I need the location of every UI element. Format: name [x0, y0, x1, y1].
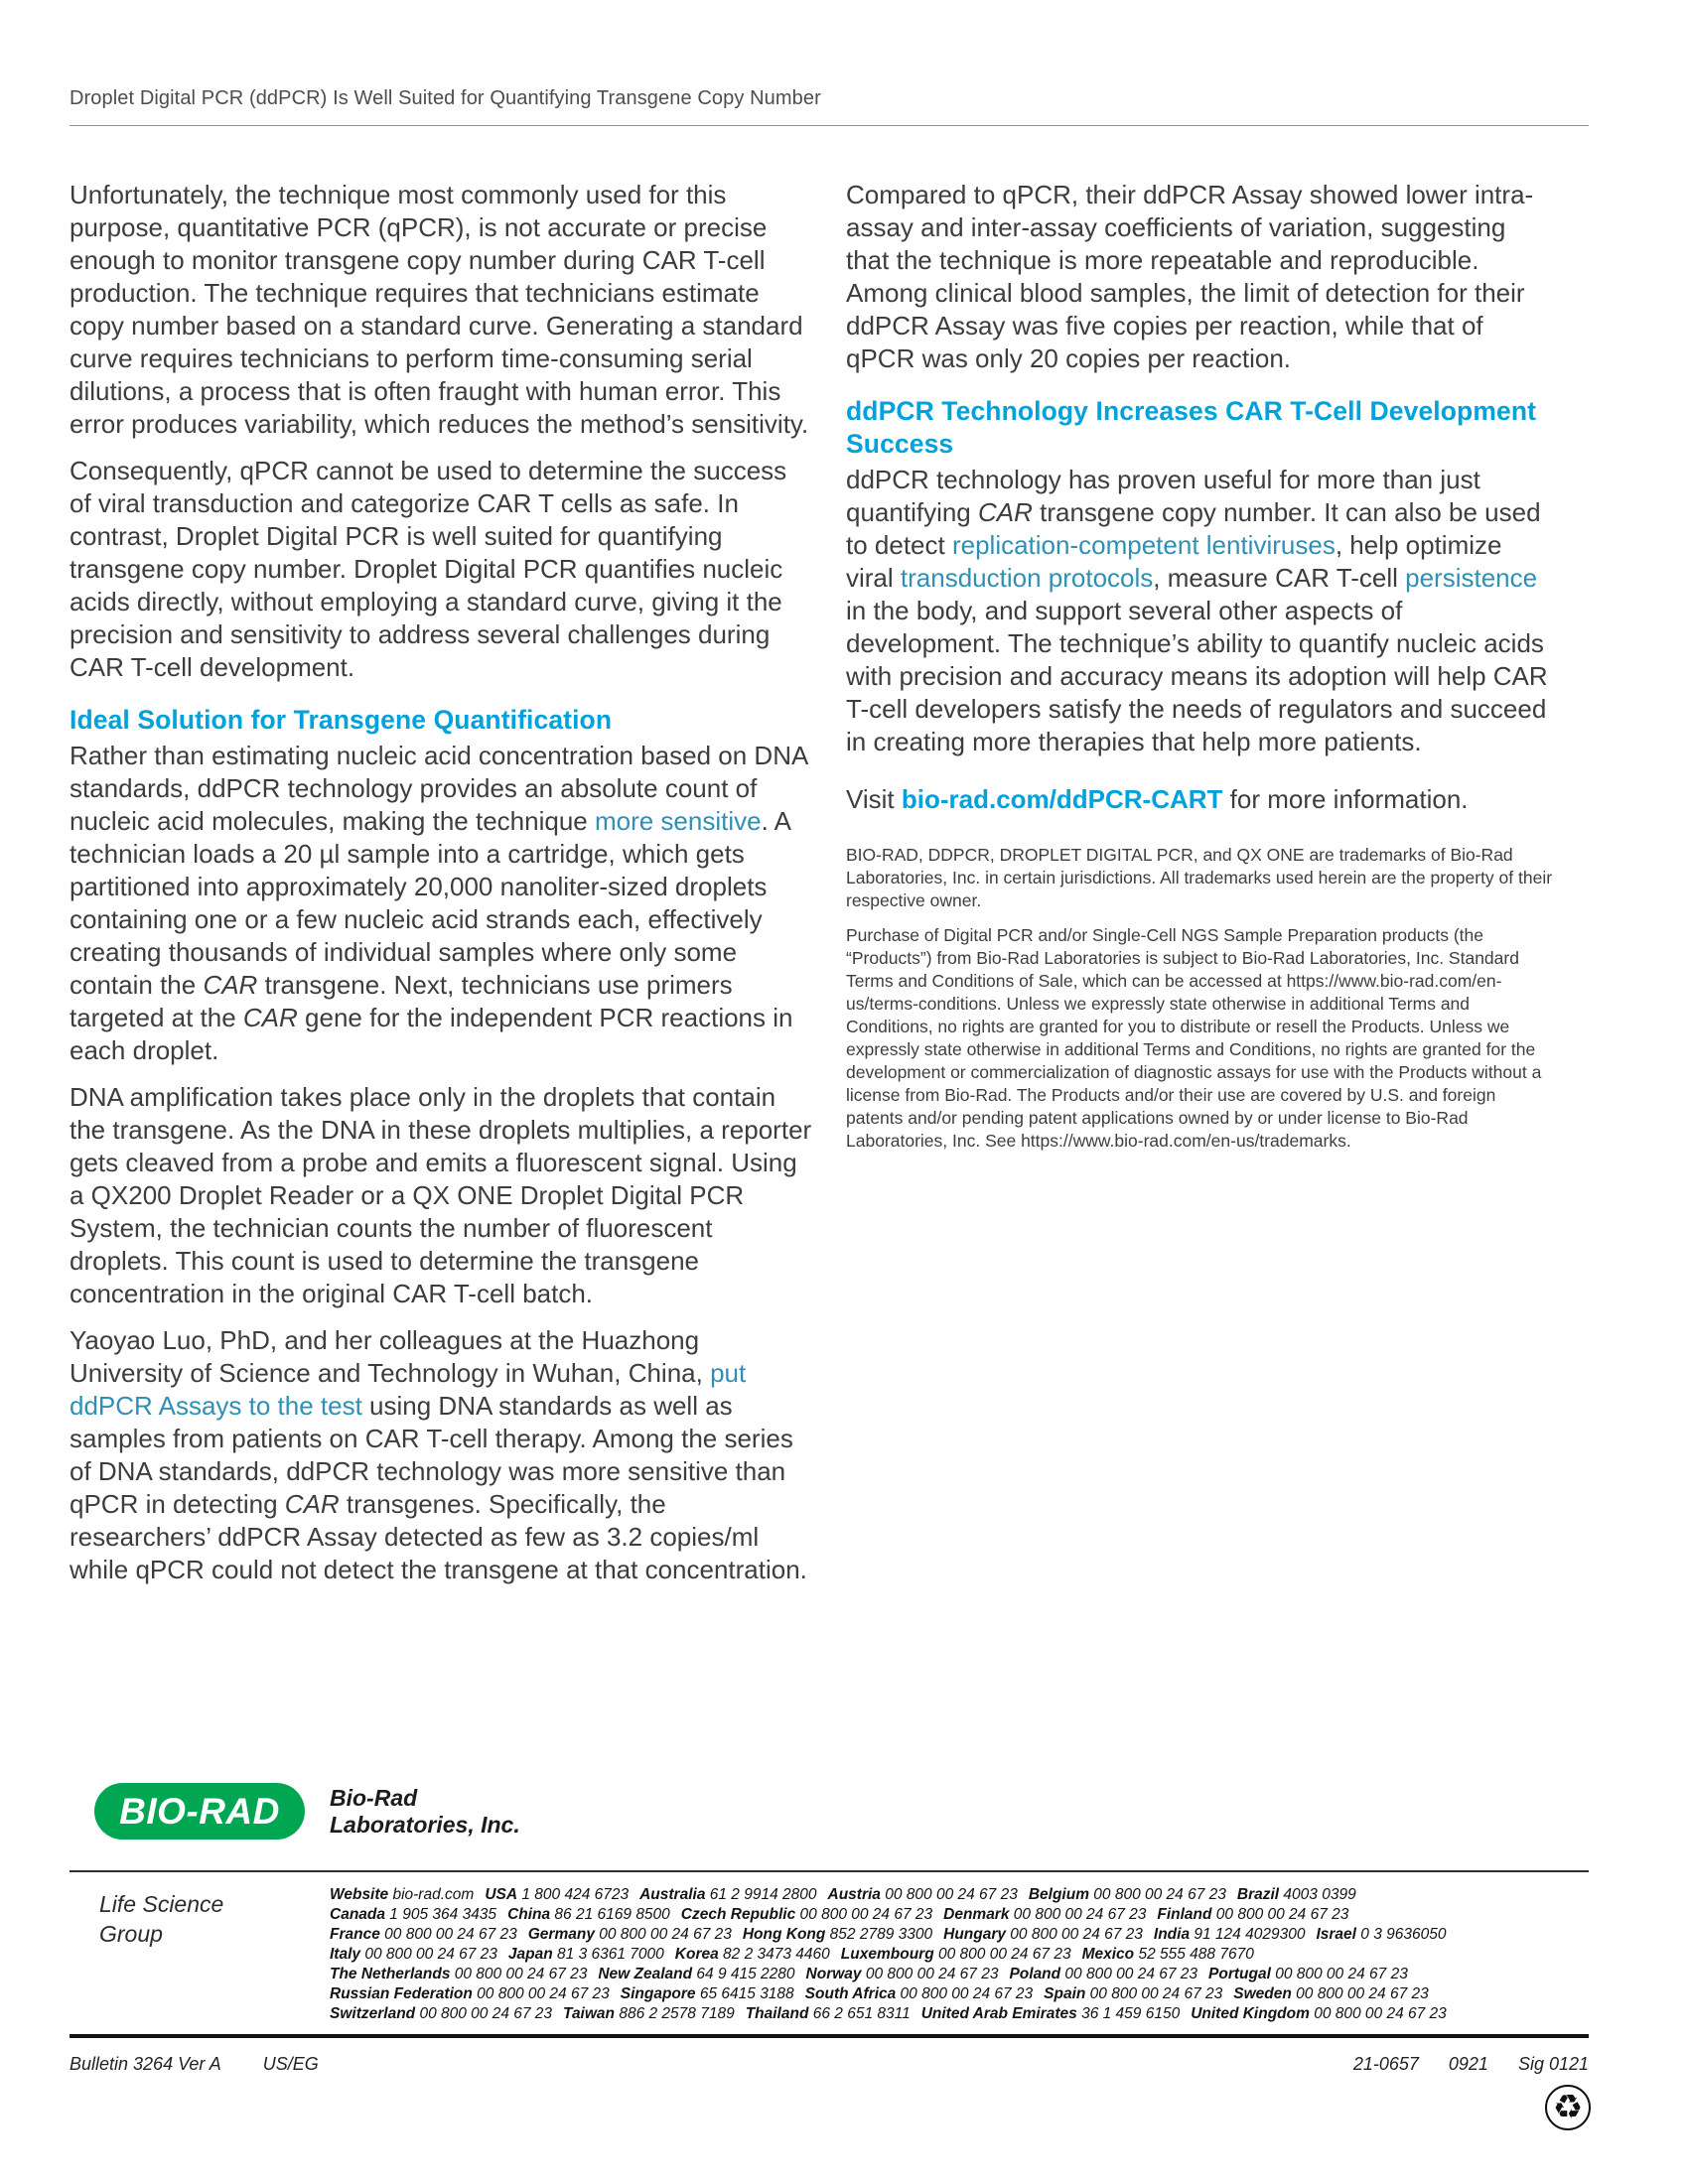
contact-line	[330, 1885, 1601, 1905]
contact-entry: France 00 800 00 24 67 23	[330, 1926, 517, 1943]
text-segment: . A technician loads a 20 µl sample into a cartridge, which gets partitioned into approximately 20,000 nanoliter-sized droplets containing one or a few nucleic acid strands each, effectively creating thousands of individual samples where only some contain the	[70, 806, 790, 1000]
left-column	[70, 179, 814, 1600]
contact-entry: Sweden 00 800 00 24 67 23	[1233, 1985, 1429, 2002]
contact-line	[330, 2004, 1601, 2024]
contact-entry: Germany 00 800 00 24 67 23	[527, 1926, 732, 1943]
contact-entry: Norway 00 800 00 24 67 23	[805, 1966, 999, 1982]
contact-line	[330, 1945, 1601, 1965]
contact-entry: China 86 21 6169 8500	[507, 1906, 670, 1923]
contact-entry: United Kingdom 00 800 00 24 67 23	[1191, 2005, 1447, 2022]
company-name	[330, 1785, 520, 1839]
bulletin-number: Bulletin 3264 Ver A	[70, 2054, 221, 2074]
right-column	[846, 179, 1553, 1164]
text-segment: in the body, and support several other aspects of development. The technique’s ability to quantify nucleic acids with precision and accuracy means its adoption will help CAR T-cell developers satisfy the needs of regulators and succeed in creating more therapies that help more patients.	[846, 596, 1548, 756]
contact-entry: Austria 00 800 00 24 67 23	[827, 1886, 1018, 1903]
text-segment: gene for the independent PCR reactions in each droplet.	[70, 1003, 793, 1065]
contact-entry: Italy 00 800 00 24 67 23	[330, 1946, 497, 1963]
footer-divider	[70, 1870, 1589, 1872]
print-code-3: Sig 0121	[1517, 2054, 1589, 2074]
text-segment: CAR	[203, 970, 258, 1000]
text-segment: Unfortunately, the technique most commonly used for this purpose, quantitative PCR (qPCR), is not accurate or precise enough to monitor transgene copy number during CAR T-cell production. The technique requires that technicians estimate copy number based on a standard curve. Generating a standard curve requires technicians to perform time-consuming serial dilutions, a process that is often fraught with human error. This error produces variability, which reduces the method’s sensitivity.	[70, 180, 809, 439]
bulletin-id	[70, 2054, 319, 2075]
contact-entry: Switzerland 00 800 00 24 67 23	[330, 2005, 553, 2022]
text-segment: Compared to qPCR, their ddPCR Assay showed lower intra-assay and inter-assay coefficients of variation, suggesting that the technique is more repeatable and reproducible. Among clinical blood samples, the limit of detection for their ddPCR Assay was five copies per reaction, while that of qPCR was only 20 copies per reaction.	[846, 180, 1534, 373]
text-segment: Rather than estimating nucleic acid concentration based on DNA standards, ddPCR technology provides an absolute count of nucleic acid molecules, making the technique	[70, 741, 807, 836]
text-segment: Yaoyao Luo, PhD, and her colleagues at the Huazhong University of Science and Technology in Wuhan, China,	[70, 1325, 711, 1388]
text-segment: for more information.	[1222, 784, 1469, 814]
header-divider	[70, 125, 1589, 126]
contact-entry: Korea 82 2 3473 4460	[674, 1946, 830, 1963]
paragraph	[70, 455, 814, 684]
life-science-group-label	[99, 1889, 223, 1949]
inline-link[interactable]: put ddPCR Assays to the test	[70, 1358, 747, 1421]
section-heading-ideal-solution: Ideal Solution for Transgene Quantification	[70, 705, 613, 735]
inline-link[interactable]: more sensitive	[594, 806, 762, 836]
bio-rad-logo	[94, 1783, 305, 1840]
text-segment: transgene copy number. It can also be used to detect	[846, 497, 1541, 560]
contact-entry: Australia 61 2 9914 2800	[639, 1886, 817, 1903]
text-segment: , measure CAR T-cell	[1153, 563, 1406, 593]
text-segment: transgene. Next, technicians use primers targeted at the	[70, 970, 733, 1032]
bottom-divider	[70, 2034, 1589, 2038]
contact-entry: The Netherlands 00 800 00 24 67 23	[330, 1966, 588, 1982]
paragraph	[70, 740, 814, 1067]
contact-entry: United Arab Emirates 36 1 459 6150	[920, 2005, 1181, 2022]
contact-entry: Website bio-rad.com	[330, 1886, 475, 1903]
contact-entry: South Africa 00 800 00 24 67 23	[804, 1985, 1034, 2002]
inline-link[interactable]: replication-competent lentiviruses	[951, 530, 1336, 560]
text-segment: BIO-RAD, DDPCR, DROPLET DIGITAL PCR, and QX ONE are trademarks of Bio-Rad Laboratories, Inc. in certain jurisdictions. All trademarks used herein are the property of their respective owner.	[846, 845, 1553, 910]
recycle-icon: ♻	[1545, 2085, 1591, 2130]
inline-link[interactable]: transduction protocols	[900, 563, 1154, 593]
contact-line	[330, 1905, 1601, 1925]
paragraph	[70, 179, 814, 441]
bio-rad-logo-text: BIO-RAD	[119, 1790, 280, 1832]
contact-entry: Canada 1 905 364 3435	[330, 1906, 497, 1923]
paragraph	[846, 464, 1553, 758]
text-segment: DNA amplification takes place only in the droplets that contain the transgene. As the DNA in these droplets multiplies, a reporter gets cleaved from a probe and emits a fluorescent signal. Using a QX200 Droplet Reader or a QX ONE Droplet Digital PCR System, the technician counts the number of fluorescent droplets. This count is used to determine the transgene concentration in the original CAR T-cell batch.	[70, 1082, 812, 1308]
page-header-title: Droplet Digital PCR (ddPCR) Is Well Suited for Quantifying Transgene Copy Number	[70, 87, 821, 109]
contact-entry: Mexico 52 555 488 7670	[1081, 1946, 1254, 1963]
contact-entry: Brazil 4003 0399	[1236, 1886, 1356, 1903]
contact-entry: Singapore 65 6415 3188	[620, 1985, 794, 2002]
contact-line	[330, 1925, 1601, 1945]
contact-entry: Luxembourg 00 800 00 24 67 23	[840, 1946, 1071, 1963]
contact-entry: USA 1 800 424 6723	[485, 1886, 630, 1903]
contact-entry: Spain 00 800 00 24 67 23	[1044, 1985, 1223, 2002]
paragraph	[70, 1081, 814, 1310]
contact-entry: Hong Kong 852 2789 3300	[742, 1926, 933, 1943]
text-segment: transgenes. Specifically, the researchers’ ddPCR Assay detected as few as 3.2 copies/ml while qPCR could not detect the transgene at that concentration.	[70, 1489, 807, 1584]
contact-entry: Taiwan 886 2 2578 7189	[563, 2005, 735, 2022]
print-code-2: 0921	[1448, 2054, 1488, 2074]
contact-entry: Belgium 00 800 00 24 67 23	[1028, 1886, 1226, 1903]
paragraph	[846, 179, 1553, 375]
text-segment: Visit	[846, 784, 902, 814]
text-segment: using DNA standards as well as samples from patients on CAR T-cell therapy. Among the series of DNA standards, ddPCR technology was more sensitive than qPCR in detecting	[70, 1391, 793, 1519]
contact-entry: Finland 00 800 00 24 67 23	[1157, 1906, 1349, 1923]
text-segment: ddPCR technology has proven useful for more than just quantifying	[846, 465, 1480, 527]
contact-directory	[330, 1885, 1601, 2024]
company-name-line2: Laboratories, Inc.	[330, 1812, 520, 1838]
inline-link[interactable]: persistence	[1405, 563, 1538, 593]
company-name-line1: Bio-Rad	[330, 1785, 418, 1811]
contact-entry: Denmark 00 800 00 24 67 23	[943, 1906, 1147, 1923]
contact-entry: New Zealand 64 9 415 2280	[598, 1966, 795, 1982]
text-segment: CAR	[284, 1489, 340, 1519]
text-segment: Purchase of Digital PCR and/or Single-Cell NGS Sample Preparation products (the “Products”) from Bio-Rad Laboratories is subject to Bio-Rad Laboratories, Inc. Standard Terms and Conditions of Sale, which can be accessed at https://www.bio-rad.com/en-us/terms-conditions. Unless we expressly state otherwise in additional Terms and Conditions, no rights are granted for you to distribute or resell the Products. Unless we expressly state otherwise in additional Terms and Conditions, no rights are granted for the development or commercialization of diagnostic assays for use with the Products without a license from Bio-Rad. The Products and/or their use are covered by U.S. and foreign patents and/or pending patent applications owned by or under license to Bio-Rad Laboratories, Inc. See https://www.bio-rad.com/en-us/trademarks.	[846, 925, 1542, 1151]
inline-link[interactable]: bio-rad.com/ddPCR-CART	[901, 784, 1223, 814]
legal-notice	[846, 924, 1553, 1153]
group-line2: Group	[99, 1921, 163, 1947]
print-codes	[1353, 2054, 1589, 2075]
text-segment: CAR	[977, 497, 1033, 527]
text-segment: Consequently, qPCR cannot be used to determine the success of viral transduction and categorize CAR T cells as safe. In contrast, Droplet Digital PCR is well suited for quantifying transgene copy number. Droplet Digital PCR quantifies nucleic acids directly, without employing a standard curve, giving it the precision and sensitivity to address several challenges during CAR T-cell development.	[70, 456, 787, 682]
section-heading-ddpcr-success: ddPCR Technology Increases CAR T-Cell Development Success	[846, 396, 1537, 459]
contact-entry: Russian Federation 00 800 00 24 67 23	[330, 1985, 610, 2002]
print-code-1: 21-0657	[1352, 2054, 1419, 2074]
contact-entry: Israel 0 3 9636050	[1316, 1926, 1447, 1943]
text-segment: CAR	[242, 1003, 298, 1032]
contact-entry: Japan 81 3 6361 7000	[507, 1946, 664, 1963]
paragraph	[70, 1324, 814, 1586]
contact-entry: Thailand 66 2 651 8311	[745, 2005, 911, 2022]
visit-link-line	[846, 783, 1553, 816]
group-line1: Life Science	[99, 1891, 224, 1917]
contact-entry: Hungary 00 800 00 24 67 23	[943, 1926, 1143, 1943]
contact-line	[330, 1965, 1601, 1984]
contact-line	[330, 1984, 1601, 2004]
trademark-notice	[846, 844, 1553, 912]
text-segment: , help optimize viral	[846, 530, 1502, 593]
region-code: US/EG	[262, 2054, 319, 2074]
contact-entry: India 91 124 4029300	[1153, 1926, 1306, 1943]
contact-entry: Portugal 00 800 00 24 67 23	[1208, 1966, 1408, 1982]
contact-entry: Czech Republic 00 800 00 24 67 23	[680, 1906, 933, 1923]
contact-entry: Poland 00 800 00 24 67 23	[1009, 1966, 1198, 1982]
